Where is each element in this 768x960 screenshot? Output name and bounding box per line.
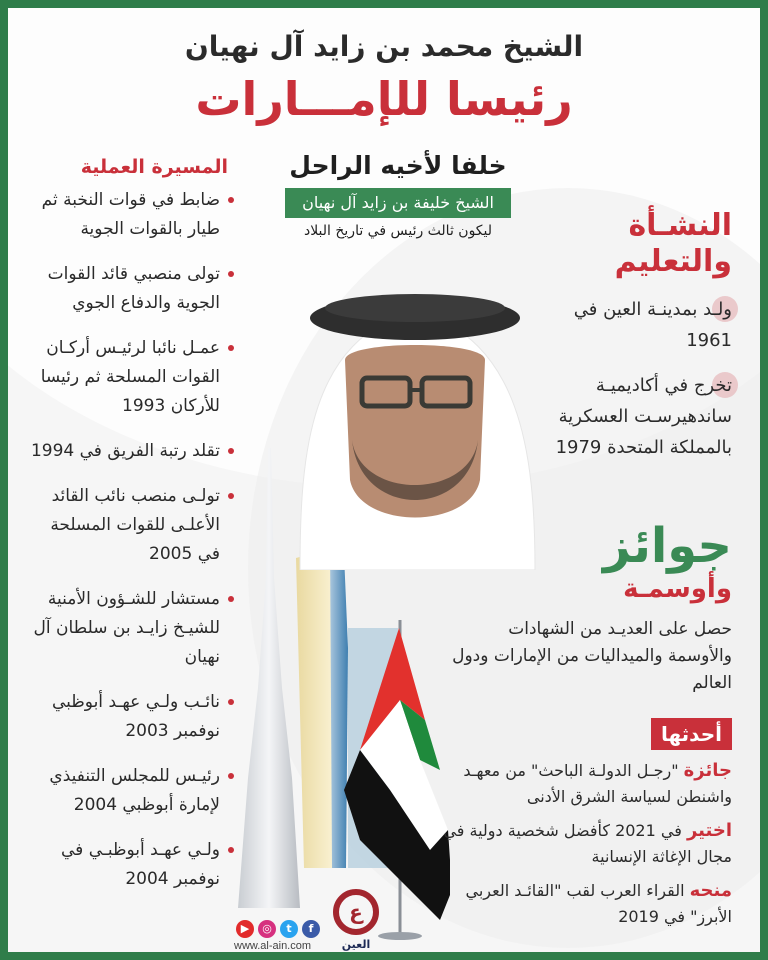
latest-label: أحدثها xyxy=(651,718,732,750)
succession-title: خلفا لأخيه الراحل xyxy=(289,151,507,180)
career-item: عمـل نائبا لرئيـس أركـان القوات المسلحة ثم رئيسا للأركان 1993 xyxy=(26,334,236,421)
career-item: نائـب ولـي عهـد أبوظبي نوفمبر 2003 xyxy=(26,688,236,746)
career-item: ولـي عهـد أبوظبـي في نوفمبر 2004 xyxy=(26,836,236,894)
succession-note: ليكون ثالث رئيس في تاريخ البلاد xyxy=(303,223,493,239)
career-item: ضابط في قوات النخبة ثم طيار بالقوات الجوية xyxy=(26,186,236,244)
website-link[interactable]: www.al-ain.com xyxy=(234,940,312,952)
bullet-icon xyxy=(228,271,234,277)
instagram-icon[interactable]: ◎ xyxy=(258,920,276,938)
youtube-icon[interactable]: ▶ xyxy=(236,920,254,938)
header-headline: رئيسا للإمـــارات xyxy=(195,72,573,126)
early-life-title: النشـأة والتعليم xyxy=(614,208,732,279)
latest-award-item: جائزة "رجـل الدولـة الباحث" من معهـد واشنطن لسياسة الشرق الأدنى xyxy=(463,760,732,806)
early-life-item: تخرج في أكاديميـة ساندهيرسـت العسكرية بالمملكة المتحدة 1979 xyxy=(532,370,732,463)
bullet-icon xyxy=(228,493,234,499)
bullet-icon xyxy=(228,197,234,203)
awards-subtitle: وأوسمـة xyxy=(623,574,732,604)
career-item: مستشار للشـؤون الأمنية للشيـخ زايـد بن سلطان آل نهيان xyxy=(26,585,236,672)
career-item: تولـى منصب نائب القائد الأعلـى للقوات المسلحة في 2005 xyxy=(26,482,236,569)
twitter-icon[interactable]: t xyxy=(280,920,298,938)
latest-awards-list xyxy=(432,758,732,938)
career-title: المسيرة العملية xyxy=(80,156,228,178)
bullet-icon xyxy=(228,847,234,853)
svg-text:ع: ع xyxy=(349,900,363,924)
bullet-icon xyxy=(228,448,234,454)
predecessor-badge: الشيخ خليفة بن زايد آل نهيان xyxy=(285,188,511,218)
awards-summary: حصل على العديـد من الشهادات والأوسمة والميداليات من الإمارات ودول العالم xyxy=(452,619,732,693)
bullet-icon xyxy=(228,345,234,351)
latest-award-item: منحه القراء العرب لقب "القائـد العربي الأبرز" في 2019 xyxy=(465,880,732,926)
early-life-item: ولـد بمدينـة العين في 1961 xyxy=(532,294,732,356)
career-section xyxy=(26,156,236,910)
career-item: تقلد رتبة الفريق في 1994 xyxy=(26,437,236,466)
awards-title: جوائز xyxy=(602,518,732,574)
early-life-section xyxy=(532,208,732,463)
social-links xyxy=(236,920,320,938)
facebook-icon[interactable]: f xyxy=(302,920,320,938)
career-item: تولى منصبي قائد القوات الجوية والدفاع الجوي xyxy=(26,260,236,318)
svg-text:العين: العين xyxy=(341,938,371,951)
awards-section xyxy=(442,520,732,697)
bullet-icon xyxy=(228,699,234,705)
al-ain-logo[interactable] xyxy=(326,888,386,952)
career-list xyxy=(26,186,236,894)
bullet-icon xyxy=(228,773,234,779)
latest-award-item: اختير في 2021 كأفضل شخصية دولية في مجال الإغاثة الإنسانية xyxy=(443,820,732,866)
bullet-icon xyxy=(228,596,234,602)
infographic xyxy=(8,8,760,952)
header-name: الشيخ محمد بن زايد آل نهيان xyxy=(184,30,584,63)
career-item: رئيـس للمجلس التنفيذي لإمارة أبوظبي 2004 xyxy=(26,762,236,820)
